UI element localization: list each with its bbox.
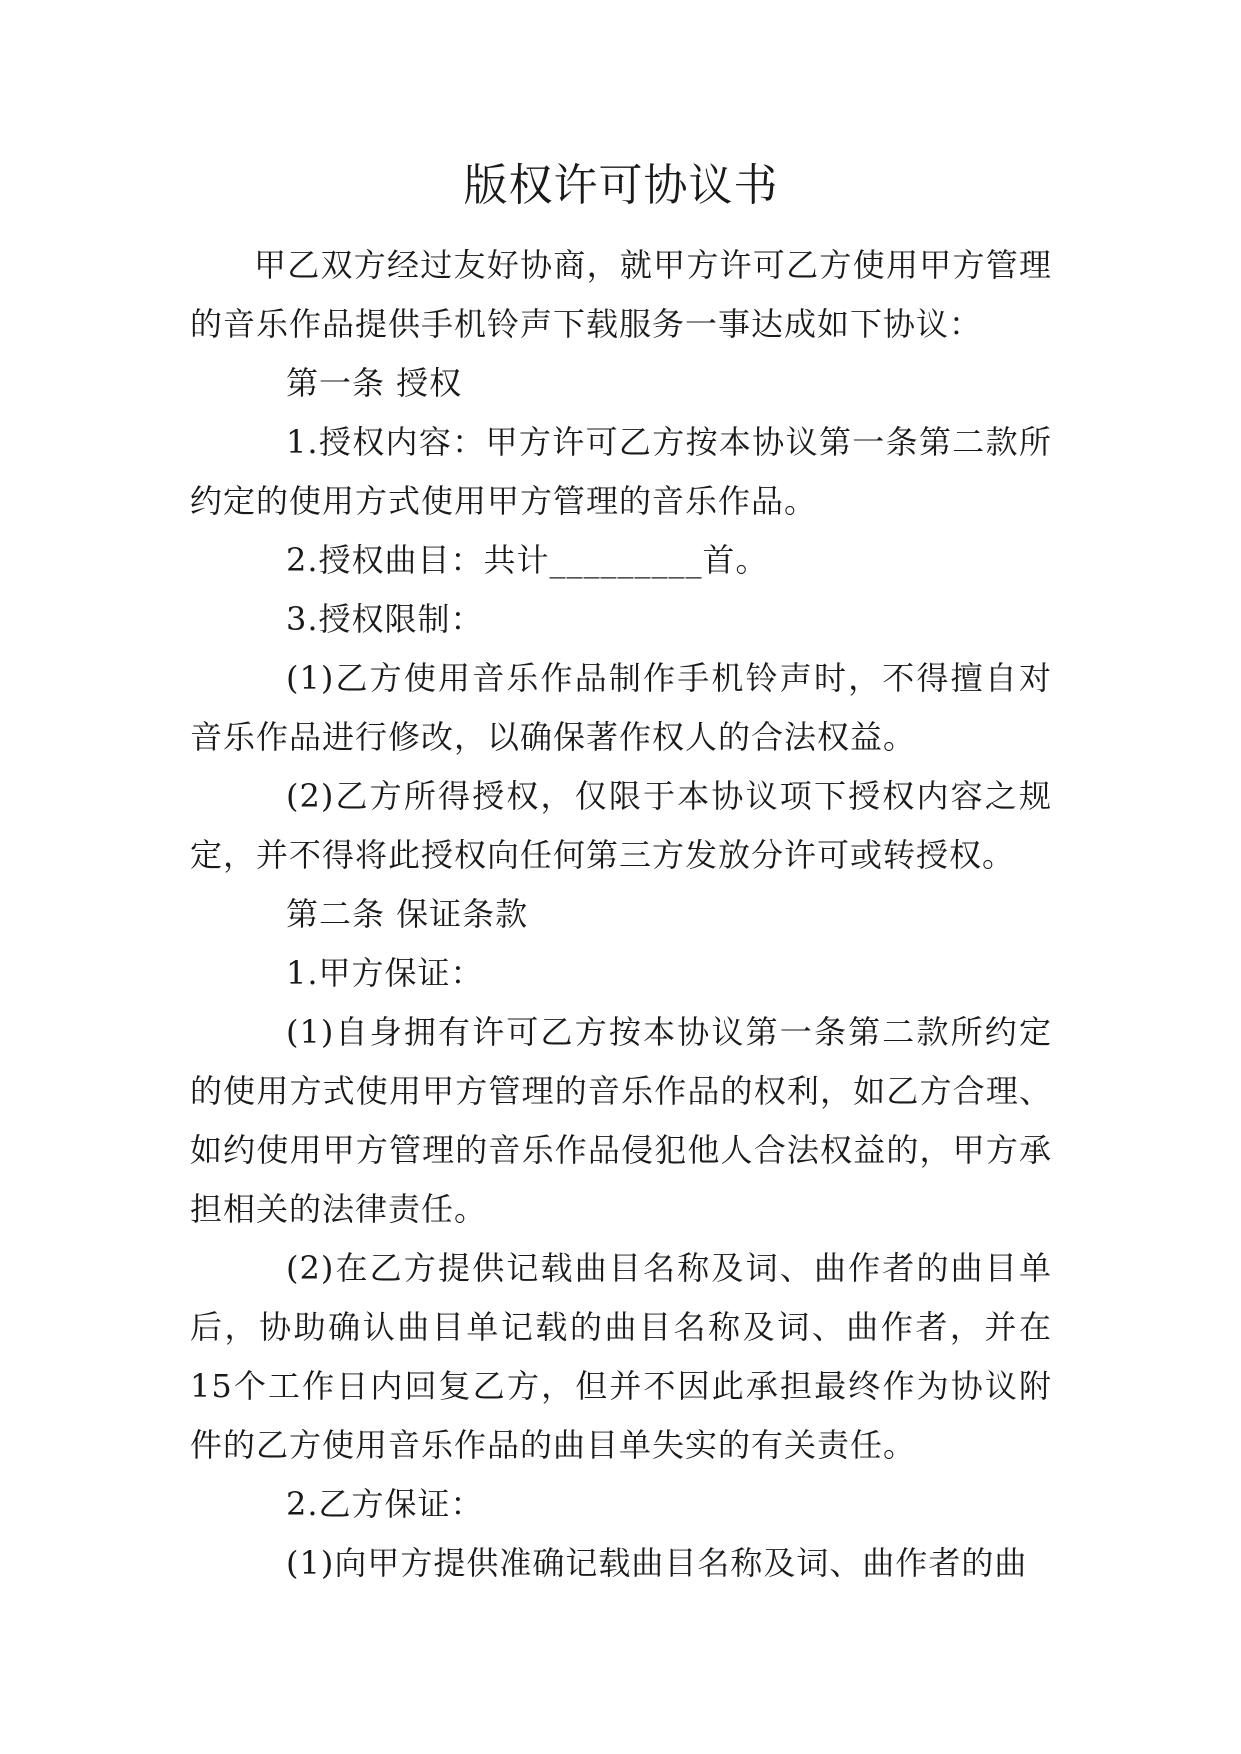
article-1-clause-3-item-1: (1)乙方使用音乐作品制作手机铃声时，不得擅自对音乐作品进行修改，以确保著作权人的合法权益。 (190, 659, 1052, 756)
article-1-clause-2: 2.授权曲目：共计_________首。 (286, 541, 769, 579)
article-1-clause-3-item-2: (2)乙方所得授权，仅限于本协议项下授权内容之规定，并不得将此授权向任何第三方发放分许可或转授权。 (190, 777, 1052, 874)
article-1-heading: 第一条 授权 (286, 364, 463, 402)
article-2-clause-1-item-2: (2)在乙方提供记载曲目名称及词、曲作者的曲目单后，协助确认曲目单记载的曲目名称及词、曲作者，并在15个工作日内回复乙方，但并不因此承担最终作为协议附件的乙方使用音乐作品的曲目单失实的有关责任。 (190, 1249, 1052, 1464)
article-2-clause-2-item-1: (1)向甲方提供准确记载曲目名称及词、曲作者的曲 (286, 1544, 1028, 1582)
article-1-clause-1: 1.授权内容：甲方许可乙方按本协议第一条第二款所约定的使用方式使用甲方管理的音乐作品。 (190, 423, 1052, 520)
article-2-clause-2: 2.乙方保证： (286, 1485, 484, 1523)
article-2-heading: 第二条 保证条款 (286, 895, 529, 933)
document-title: 版权许可协议书 (463, 160, 779, 211)
intro-paragraph: 甲乙双方经过友好协商，就甲方许可乙方使用甲方管理的音乐作品提供手机铃声下载服务一事达成如下协议： (190, 246, 1052, 343)
document-page (190, 150, 1052, 1593)
article-2-clause-1: 1.甲方保证： (286, 954, 484, 992)
article-1-clause-3: 3.授权限制： (286, 600, 484, 638)
article-2-clause-1-item-1: (1)自身拥有许可乙方按本协议第一条第二款所约定的使用方式使用甲方管理的音乐作品的权利，如乙方合理、如约使用甲方管理的音乐作品侵犯他人合法权益的，甲方承担相关的法律责任。 (190, 1013, 1052, 1228)
